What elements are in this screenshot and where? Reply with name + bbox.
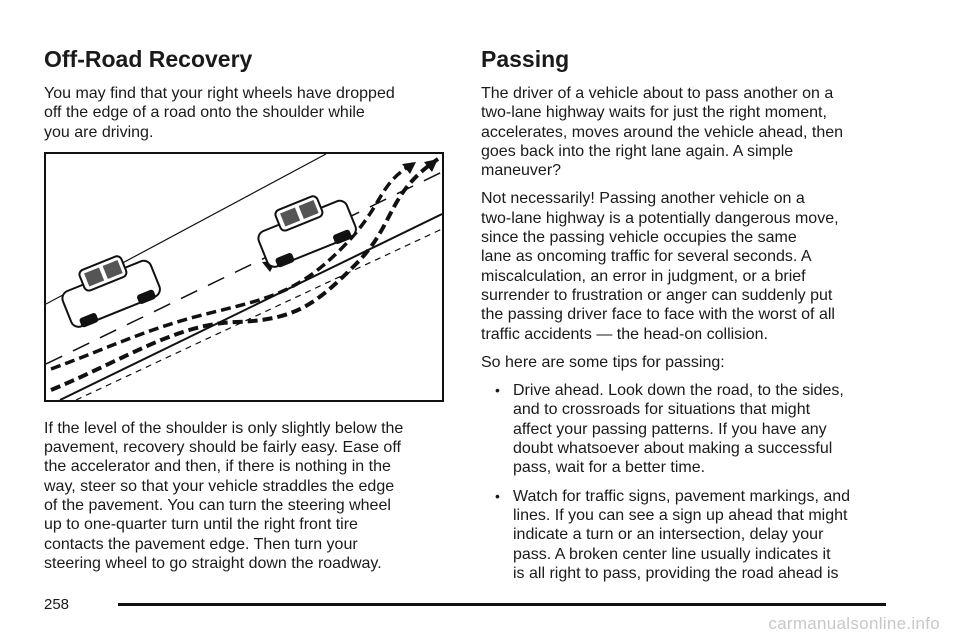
passing-tips-list: [481, 381, 901, 583]
list-item: [481, 487, 901, 583]
left-column: [44, 44, 452, 582]
bullet-icon: •: [495, 382, 500, 399]
list-item: [481, 381, 901, 477]
watermark-link[interactable]: carmanualsonline.info: [768, 614, 940, 633]
footer-rule: [118, 603, 886, 606]
section-heading-passing: Passing: [481, 46, 570, 72]
car-lower-icon: [55, 245, 163, 331]
off-road-recovery-illustration: [44, 152, 444, 402]
passing-paragraph-2: Not necessarily! Passing another vehicle on a two-lane highway is a potentially dangerous move, since the passing vehicle occupies the same lane as oncoming traffic for several seconds. A miscalculation, an error in judgment, or a brief surrender to frustration or anger can suddenly put the passing driver face to face with the worst of all traffic accidents — the head-on collision.: [481, 190, 839, 343]
list-item-text: Watch for traffic signs, pavement markings, and lines. If you can see a sign up ahead that might indicate a turn or an intersection, delay your pass. A broken center line usually indicates it is all right to pass, providing the road ahead is: [513, 487, 851, 582]
off-road-body-paragraph: If the level of the shoulder is only slightly below the pavement, recovery should be fairly easy. Ease off the accelerator and then, if there is nothing in the way, steer so that your vehicle straddles the edge of the pavement. You can turn the steering wheel up to one-quarter turn until the right front tire contacts the pavement edge. Then turn your steering wheel to go straight down the roadway.: [44, 419, 404, 572]
right-column: [481, 44, 901, 592]
page-number: 258: [44, 596, 70, 613]
passing-paragraph-3: So here are some tips for passing:: [481, 353, 725, 371]
bullet-icon: •: [495, 487, 500, 504]
section-heading-off-road-recovery: Off-Road Recovery: [44, 46, 253, 72]
car-upper-icon: [251, 185, 359, 271]
off-road-intro-paragraph: You may find that your right wheels have dropped off the edge of a road onto the shoulder while you are driving.: [44, 85, 395, 141]
list-item-text: Drive ahead. Look down the road, to the sides, and to crossroads for situations that might affect your passing patterns. If you have any doubt whatsoever about making a successful pass, wait for a better time.: [513, 382, 844, 477]
passing-paragraph-1: The driver of a vehicle about to pass another on a two-lane highway waits for just the right moment, accelerates, moves around the vehicle ahead, then goes back into the right lane again. A simple maneuver?: [481, 85, 844, 180]
